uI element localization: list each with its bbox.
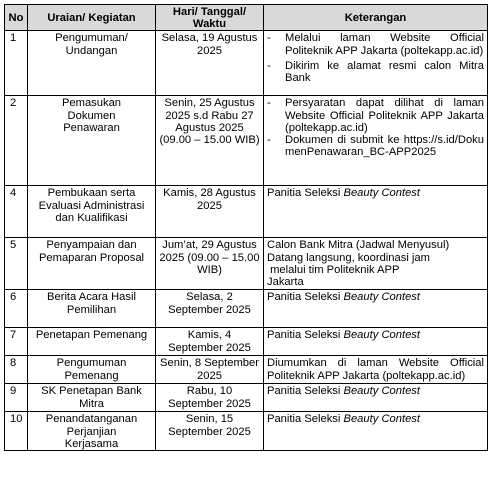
row-hari: Kamis, 28 Agustus 2025 (156, 186, 264, 238)
keterangan-italic: Beauty Contest (343, 413, 420, 426)
row-no: 8 (5, 356, 28, 384)
schedule-table (4, 4, 488, 451)
header-keterangan: Keterangan (264, 5, 488, 31)
keterangan-bullet (267, 134, 484, 158)
row-hari: Senin, 25 Agustus 2025 s.d Rabu 27 Agustus 2025 (09.00 – 15.00 WIB) (156, 96, 264, 186)
bullet-text: Dikirim ke alamat resmi calon Mitra Bank (285, 59, 484, 85)
row-uraian: Pemasukan Dokumen Penawaran (28, 96, 156, 186)
row-keterangan (264, 186, 488, 238)
row-no: 2 (5, 96, 28, 186)
table-row (5, 356, 488, 384)
table-row (5, 238, 488, 290)
row-uraian: Penetapan Pemenang (28, 328, 156, 356)
keterangan-text: Panitia Seleksi (267, 413, 344, 426)
keterangan-italic: Beauty Contest (343, 187, 420, 200)
row-no: 9 (5, 384, 28, 412)
row-hari: Senin, 8 September 2025 (156, 356, 264, 384)
table-row (5, 412, 488, 451)
row-keterangan (264, 412, 488, 451)
row-no: 10 (5, 412, 28, 451)
table-row (5, 31, 488, 96)
keterangan-text: Panitia Seleksi (267, 187, 344, 200)
table-header-row (5, 5, 488, 31)
keterangan-line: Datang langsung, koordinasi jam (267, 251, 430, 264)
row-keterangan (264, 238, 488, 290)
table-row (5, 384, 488, 412)
row-uraian: Penandatanganan Perjanjian Kerjasama (28, 412, 156, 451)
row-keterangan (264, 96, 488, 186)
table-row (5, 96, 488, 186)
table-row (5, 328, 488, 356)
header-no: No (5, 5, 28, 31)
bullet-dash: - (267, 59, 271, 72)
keterangan-text: Panitia Seleksi (267, 329, 344, 342)
keterangan-text: Panitia Seleksi (267, 291, 344, 304)
row-uraian: Berita Acara Hasil Pemilihan (28, 290, 156, 328)
row-no: 6 (5, 290, 28, 328)
row-uraian: Penyampaian dan Pemaparan Proposal (28, 238, 156, 290)
row-uraian: Pengumuman Pemenang (28, 356, 156, 384)
row-no: 1 (5, 31, 28, 96)
bullet-text: Melalui laman Website Official Politeknik APP Jakarta (poltekapp.ac.id) (285, 32, 484, 57)
row-hari: Rabu, 10 September 2025 (156, 384, 264, 412)
keterangan-line: Jakarta (267, 276, 304, 289)
table-row (5, 186, 488, 238)
row-hari: Jum’at, 29 Agustus 2025 (09.00 – 15.00 WIB) (156, 238, 264, 290)
row-uraian: Pembukaan serta Evaluasi Administrasi dan Kualifikasi (28, 186, 156, 238)
header-uraian: Uraian/ Kegiatan (28, 5, 156, 31)
row-keterangan (264, 31, 488, 96)
row-uraian: SK Penetapan Bank Mitra (28, 384, 156, 412)
keterangan-text: Panitia Seleksi (267, 385, 344, 398)
row-keterangan (264, 290, 488, 328)
row-uraian: Pengumuman/ Undangan (28, 31, 156, 96)
keterangan-line: Calon Bank Mitra (Jadwal Menyusul) (267, 239, 450, 252)
row-hari: Kamis, 4 September 2025 (156, 328, 264, 356)
bullet-dash: - (267, 32, 271, 45)
bullet-text: Dokumen di submit ke https://s.id/DokumenPenawaran_BC-APP2025 (285, 134, 484, 159)
keterangan-bullet (267, 32, 484, 56)
keterangan-italic: Beauty Contest (343, 385, 420, 398)
bullet-text: Persyaratan dapat dilihat di laman Website Official Politeknik APP Jakarta (poltekapp.ac.id) (285, 97, 484, 134)
row-hari: Selasa, 19 Agustus 2025 (156, 31, 264, 96)
keterangan-line: melalui tim Politeknik APP (267, 263, 400, 276)
row-no: 4 (5, 186, 28, 238)
bullet-dash: - (267, 134, 271, 147)
row-hari: Selasa, 2 September 2025 (156, 290, 264, 328)
bullet-dash: - (267, 97, 271, 110)
row-keterangan (264, 384, 488, 412)
row-keterangan (264, 328, 488, 356)
keterangan-bullet (267, 97, 484, 134)
keterangan-bullet (267, 60, 484, 84)
table-row (5, 290, 488, 328)
row-no: 5 (5, 238, 28, 290)
row-hari: Senin, 15 September 2025 (156, 412, 264, 451)
keterangan-italic: Beauty Contest (343, 329, 420, 342)
keterangan-italic: Beauty Contest (343, 291, 420, 304)
row-no: 7 (5, 328, 28, 356)
header-hari: Hari/ Tanggal/ Waktu (156, 5, 264, 31)
row-keterangan: Diumumkan di laman Website Official Politeknik APP Jakarta (poltekapp.ac.id) (264, 356, 488, 384)
